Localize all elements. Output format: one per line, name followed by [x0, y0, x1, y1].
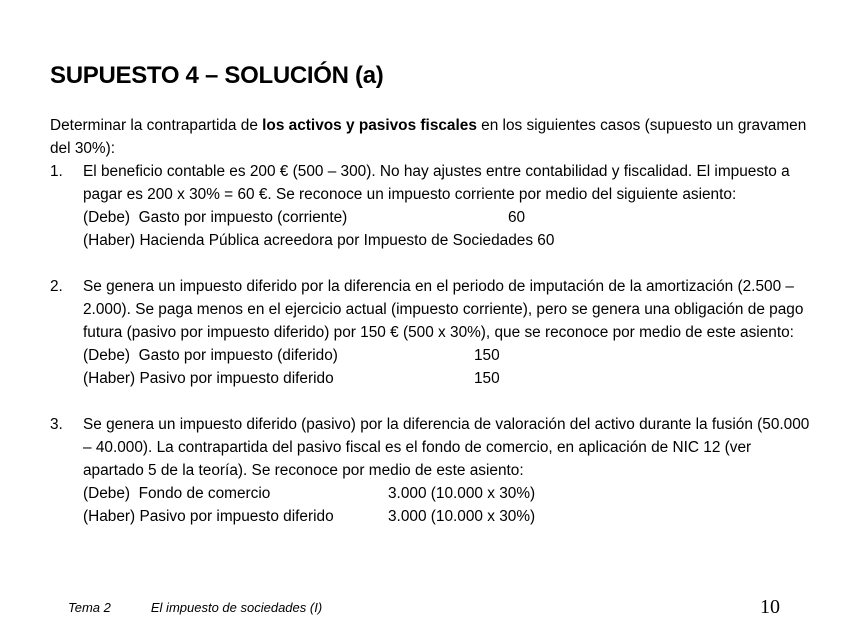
list-item	[50, 275, 810, 390]
journal-entry	[83, 344, 810, 367]
page-title: SUPUESTO 4 – SOLUCIÓN (a)	[50, 62, 384, 89]
entry-label: (Haber) Pasivo por impuesto diferido	[83, 370, 334, 387]
document-body	[50, 114, 810, 528]
journal-entry	[83, 482, 810, 505]
entry-amount: 150	[474, 347, 500, 364]
entry-amount: 150	[474, 370, 500, 387]
entry-label: (Haber) Pasivo por impuesto diferido	[83, 508, 334, 525]
entry-label: (Debe) Gasto por impuesto (diferido)	[83, 347, 338, 364]
footer-topic: Tema 2	[68, 600, 111, 615]
journal-entry	[83, 505, 810, 528]
list-item	[50, 413, 810, 528]
entry-label: (Haber) Hacienda Pública acreedora por Impuesto de Sociedades	[83, 232, 534, 249]
entry-amount: 60	[537, 232, 555, 249]
item-number: 1.	[50, 163, 63, 180]
page-number: 10	[760, 596, 780, 618]
intro-text: Determinar la contrapartida de	[50, 117, 263, 134]
entry-amount: 3.000 (10.000 x 30%)	[388, 508, 536, 525]
entry-amount: 3.000 (10.000 x 30%)	[388, 485, 536, 502]
footer	[68, 600, 322, 615]
entry-amount: 60	[508, 209, 526, 226]
intro-bold-text: los activos y pasivos fiscales	[262, 117, 477, 134]
item-text: Se genera un impuesto diferido por la diferencia en el periodo de imputación de la amortización (2.500 – 2.000). Se paga menos en el ejercicio actual (impuesto corriente), pero se genera una obligación de pago futura (pasivo por impuesto diferido) por 150 € (500 x 30%), que se reconoce por medio de este asiento:	[83, 278, 804, 341]
entry-label: (Debe) Fondo de comercio	[83, 485, 271, 502]
item-text: Se genera un impuesto diferido (pasivo) por la diferencia de valoración del activo durante la fusión (50.000 – 40.000). La contrapartida del pasivo fiscal es el fondo de comercio, en aplicación de NIC 12 (ver apartado 5 de la teoría). Se reconoce por medio de este asiento:	[83, 416, 810, 479]
item-number: 3.	[50, 416, 63, 433]
intro-paragraph	[50, 114, 810, 160]
journal-entry	[83, 229, 810, 252]
list-item	[50, 160, 810, 252]
journal-entry	[83, 206, 810, 229]
entry-label: (Debe) Gasto por impuesto (corriente)	[83, 209, 348, 226]
item-text: El beneficio contable es 200 € (500 – 300). No hay ajustes entre contabilidad y fiscalidad. El impuesto a pagar es 200 x 30% = 60 €. Se reconoce un impuesto corriente por medio del siguiente asiento:	[83, 163, 790, 203]
journal-entry	[83, 367, 810, 390]
intro-text-end: en los siguientes casos (supuesto un gravamen del 30%):	[50, 117, 807, 157]
item-number: 2.	[50, 278, 63, 295]
footer-subject: El impuesto de sociedades (I)	[150, 600, 323, 615]
